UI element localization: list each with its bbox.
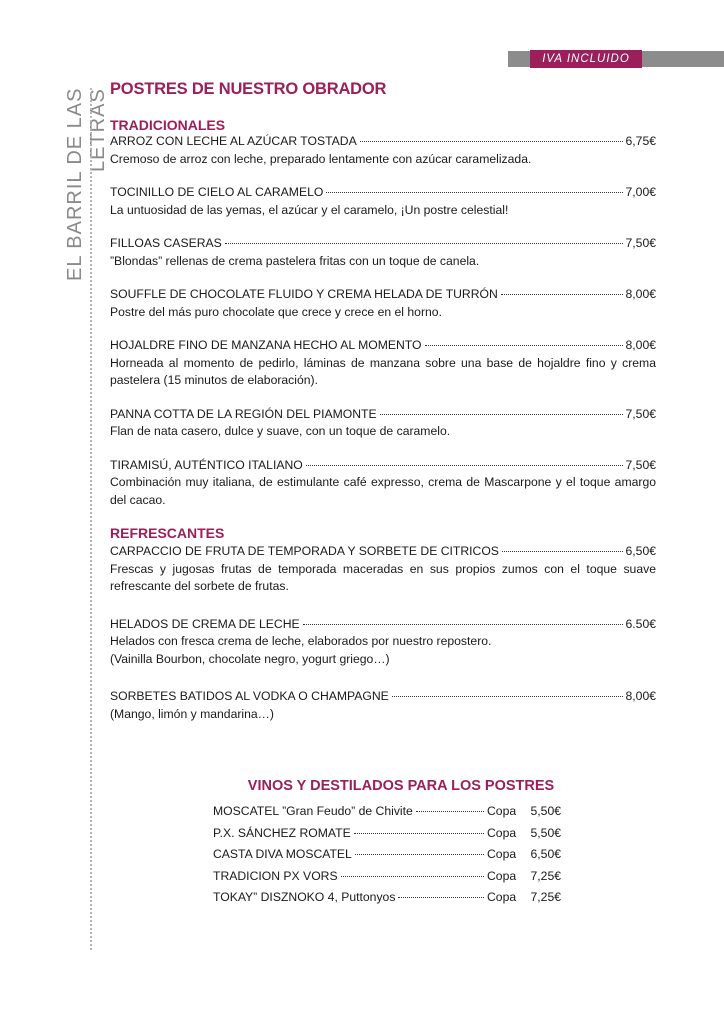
menu-item-description: Helados con fresca crema de leche, elaborados por nuestro repostero.	[110, 634, 492, 648]
menu-item	[110, 457, 656, 510]
menu-item-name: TOCINILLO DE CIELO AL CARAMELO	[110, 185, 324, 199]
leader-dots	[502, 551, 623, 552]
menu-item	[110, 235, 656, 270]
menu-item	[110, 688, 656, 723]
leader-dots	[303, 624, 623, 625]
wine-list	[213, 801, 561, 909]
wine-price: 5,50€	[530, 825, 561, 840]
menu-item-price: 8,00€	[625, 338, 656, 352]
menu-item-name: ARROZ CON LECHE AL AZÚCAR TOSTADA	[110, 134, 357, 148]
menu-item-description: Cremoso de arroz con leche, preparado lentamente con azúcar caramelizada.	[110, 151, 532, 166]
menu-sections	[110, 117, 656, 723]
menu-item-line	[110, 337, 656, 355]
wine-row	[213, 866, 561, 888]
leader-dots	[392, 696, 623, 697]
menu-item-line	[110, 543, 656, 561]
menu-item-price: 6,50€	[625, 544, 656, 558]
menu-item-description: Postre del más puro chocolate que crece y crece en el horno.	[110, 304, 442, 319]
menu-item-line	[110, 616, 656, 634]
menu-item-price: 7,50€	[625, 236, 656, 250]
menu-item-line	[110, 406, 656, 424]
wine-unit: Copa	[487, 804, 517, 818]
leader-dots	[225, 243, 623, 244]
menu-item-description: Combinación muy italiana, de estimulante café expresso, crema de Mascarpone y el toque amargo del cacao.	[110, 475, 656, 507]
sidebar-title: EL BARRIL DE LAS LETRAS	[64, 88, 109, 282]
section-title: TRADICIONALES	[110, 117, 226, 133]
menu-item-name: SOUFFLE DE CHOCOLATE FLUIDO Y CREMA HELADA DE TURRÓN	[110, 287, 498, 301]
leader-dots	[380, 414, 623, 415]
menu-item-price: 6.50€	[625, 616, 656, 631]
menu-item-name: SORBETES BATIDOS AL VODKA O CHAMPAGNE	[110, 689, 389, 703]
leader-dots	[416, 811, 484, 812]
menu-item-line	[110, 184, 656, 202]
menu-item-name: CARPACCIO DE FRUTA DE TEMPORADA Y SORBETE DE CITRICOS	[110, 544, 499, 558]
menu-item-price: 7,50€	[625, 457, 656, 472]
leader-dots	[341, 876, 484, 877]
leader-dots	[398, 897, 484, 898]
leader-dots	[360, 141, 623, 142]
menu-item-line	[110, 688, 656, 706]
menu-item	[110, 133, 656, 168]
wine-row	[213, 823, 561, 845]
menu-item-description: Frescas y jugosas frutas de temporada maceradas en sus propios zumos con el toque suave refrescante del sorbete de frutas.	[110, 561, 656, 593]
wine-row	[213, 801, 561, 823]
wine-unit: Copa	[487, 847, 517, 861]
wine-unit: Copa	[487, 825, 517, 840]
menu-item-price: 7,00€	[625, 185, 656, 199]
menu-item-name: FILLOAS CASERAS	[110, 236, 222, 250]
wine-name: TOKAY” DISZNOKO 4, Puttonyos	[213, 890, 396, 904]
wine-row	[213, 887, 561, 909]
menu-item	[110, 286, 656, 321]
menu-item	[110, 184, 656, 219]
menu-item-description: Horneada al momento de pedirlo, láminas de manzana sobre una base de hojaldre fino y crema pastelera (15 minutos de elaboración).	[110, 355, 656, 387]
menu-item-line	[110, 457, 656, 475]
menu-item-price: 6,75€	[625, 134, 656, 148]
menu-item-name: HELADOS DE CREMA DE LECHE	[110, 616, 300, 631]
sidebar-divider	[90, 88, 92, 950]
menu-item-line	[110, 133, 656, 151]
menu-item-description: ”Blondas” rellenas de crema pastelera fritas con un toque de canela.	[110, 253, 480, 268]
menu-item-description: La untuosidad de las yemas, el azúcar y el caramelo, ¡Un postre celestial!	[110, 202, 509, 217]
wine-unit: Copa	[487, 890, 517, 904]
wine-price: 7,25€	[530, 868, 561, 883]
wine-row	[213, 844, 561, 866]
wine-price: 5,50€	[530, 804, 561, 818]
menu-item-description: (Vainilla Bourbon, chocolate negro, yogurt griego…)	[110, 651, 390, 666]
menu-title: POSTRES DE NUESTRO OBRADOR	[110, 80, 387, 98]
menu-item	[110, 616, 656, 669]
menu-item-price: 7,50€	[625, 406, 656, 421]
menu-item	[110, 543, 656, 596]
wine-price: 7,25€	[530, 890, 561, 904]
wine-price: 6,50€	[530, 847, 561, 861]
menu-content	[110, 80, 656, 743]
menu-item-description: (Mango, limón y mandarina…)	[110, 706, 274, 721]
menu-item-line	[110, 286, 656, 304]
leader-dots	[501, 294, 623, 295]
wine-name: P.X. SÁNCHEZ ROMATE	[213, 825, 351, 840]
menu-item-description: Flan de nata casero, dulce y suave, con un toque de caramelo.	[110, 424, 451, 438]
menu-item-price: 8,00€	[625, 287, 656, 301]
menu-item-name: PANNA COTTA DE LA REGIÓN DEL PIAMONTE	[110, 406, 377, 421]
wines-section	[213, 778, 561, 909]
leader-dots	[326, 192, 622, 193]
wine-unit: Copa	[487, 868, 517, 883]
section-title: REFRESCANTES	[110, 525, 225, 541]
menu-item-name: HOJALDRE FINO DE MANZANA HECHO AL MOMENTO	[110, 338, 422, 352]
leader-dots	[425, 345, 623, 346]
menu-item	[110, 337, 656, 390]
leader-dots	[355, 854, 484, 855]
menu-item-price: 8,00€	[625, 689, 656, 703]
iva-label: IVA INCLUIDO	[530, 50, 642, 68]
wine-name: CASTA DIVA MOSCATEL	[213, 847, 352, 861]
wine-name: MOSCATEL ”Gran Feudo” de Chivite	[213, 804, 413, 818]
menu-item	[110, 406, 656, 441]
leader-dots	[306, 465, 623, 466]
wine-name: TRADICION PX VORS	[213, 868, 338, 883]
wines-title: VINOS Y DESTILADOS PARA LOS POSTRES	[247, 778, 555, 794]
menu-item-line	[110, 235, 656, 253]
leader-dots	[354, 833, 484, 834]
menu-item-name: TIRAMISÚ, AUTÉNTICO ITALIANO	[110, 457, 303, 472]
